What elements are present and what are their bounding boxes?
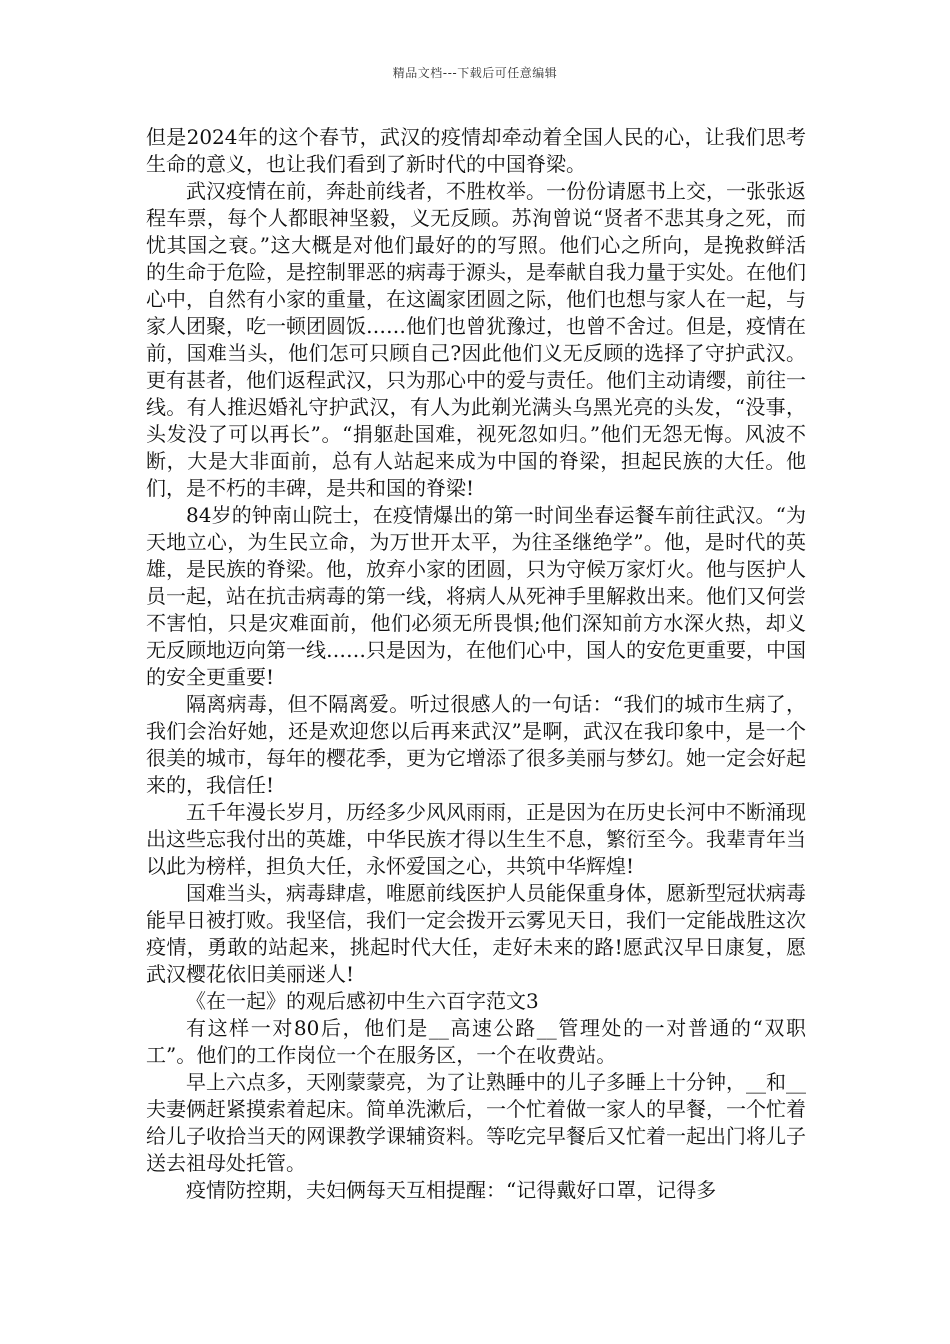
paragraph: 国难当头，病毒肆虐，唯愿前线医护人员能保重身体，愿新型冠状病毒能早日被打败。我坚信，我们一定会拨开云雾见天日，我们一定能战胜这次疫情，勇敢的站起来，挑起时代大任，走好未来的路!愿武汉早日康复，愿武汉樱花依旧美丽迷人! [146,881,806,986]
section-title: 《在一起》的观后感初中生六百字范文3 [186,989,539,1013]
page-header: 精品文档---下载后可任意编辑 [392,66,558,80]
paragraph: 五千年漫长岁月，历经多少风风雨雨，正是因为在历史长河中不断涌现出这些忘我付出的英雄，中华民族才得以生生不息，繁衍至今。我辈青年当以此为榜样，担负大任，永怀爱国之心，共筑中华辉煌! [146,800,806,878]
paragraph: 但是2024年的这个春节，武汉的疫情却牵动着全国人民的心，让我们思考生命的意义，也让我们看到了新时代的中国脊梁。 [146,125,806,176]
paragraph: 早上六点多，天刚蒙蒙亮，为了让熟睡中的儿子多睡上十分钟，__和__夫妻俩赶紧摸索着起床。简单洗漱后，一个忙着做一家人的早餐，一个忙着给儿子收拾当天的网课教学课辅资料。等吃完早餐后又忙着一起出门将儿子送去祖母处托管。 [146,1070,806,1175]
paragraph: 武汉疫情在前，奔赴前线者，不胜枚举。一份份请愿书上交，一张张返程车票，每个人都眼神坚毅，义无反顾。苏洵曾说“贤者不悲其身之死，而忧其国之衰。”这大概是对他们最好的的写照。他们心之所向，是挽救鲜活的生命于危险，是控制罪恶的病毒于源头，是奉献自我力量于实处。在他们心中，自然有小家的重量，在这阖家团圆之际，他们也想与家人在一起，与家人团聚，吃一顿团圆饭……他们也曾犹豫过，也曾不舍过。但是，疫情在前，国难当头，他们怎可只顾自己?因此他们义无反顾的选择了守护武汉。更有甚者，他们返程武汉，只为那心中的爱与责任。他们主动请缨，前往一线。有人推迟婚礼守护武汉，有人为此剃光满头乌黑光亮的头发，“没事，头发没了可以再长”。“捐躯赴国难，视死忽如归。”他们无怨无悔。风波不断，大是大非面前，总有人站起来成为中国的脊梁，担起民族的大任。他们，是不朽的丰碑，是共和国的脊梁! [146,179,806,500]
paragraph: 隔离病毒，但不隔离爱。听过很感人的一句话：“我们的城市生病了，我们会治好她，还是欢迎您以后再来武汉”是啊，武汉在我印象中，是一个很美的城市，每年的樱花季，更为它增添了很多美丽与梦幻。她一定会好起来的，我信任! [146,692,806,797]
paragraph: 疫情防控期，夫妇俩每天互相提醒：“记得戴好口罩，记得多 [186,1178,717,1202]
document-body [146,124,806,1204]
paragraph: 有这样一对80后，他们是__高速公路__管理处的一对普通的“双职工”。他们的工作岗位一个在服务区，一个在收费站。 [146,1016,806,1067]
paragraph: 84岁的钟南山院士，在疫情爆出的第一时间坐春运餐车前往武汉。“为天地立心，为生民立命，为万世开太平，为往圣继绝学”。他，是时代的英雄，是民族的脊梁。他，放弃小家的团圆，只为守候万家灯火。他与医护人员一起，站在抗击病毒的第一线，将病人从死神手里解救出来。他们又何尝不害怕，只是灾难面前，他们必须无所畏惧;他们深知前方水深火热，却义无反顾地迈向第一线……只是因为，在他们心中，国人的安危更重要，中国的安全更重要! [146,503,806,689]
